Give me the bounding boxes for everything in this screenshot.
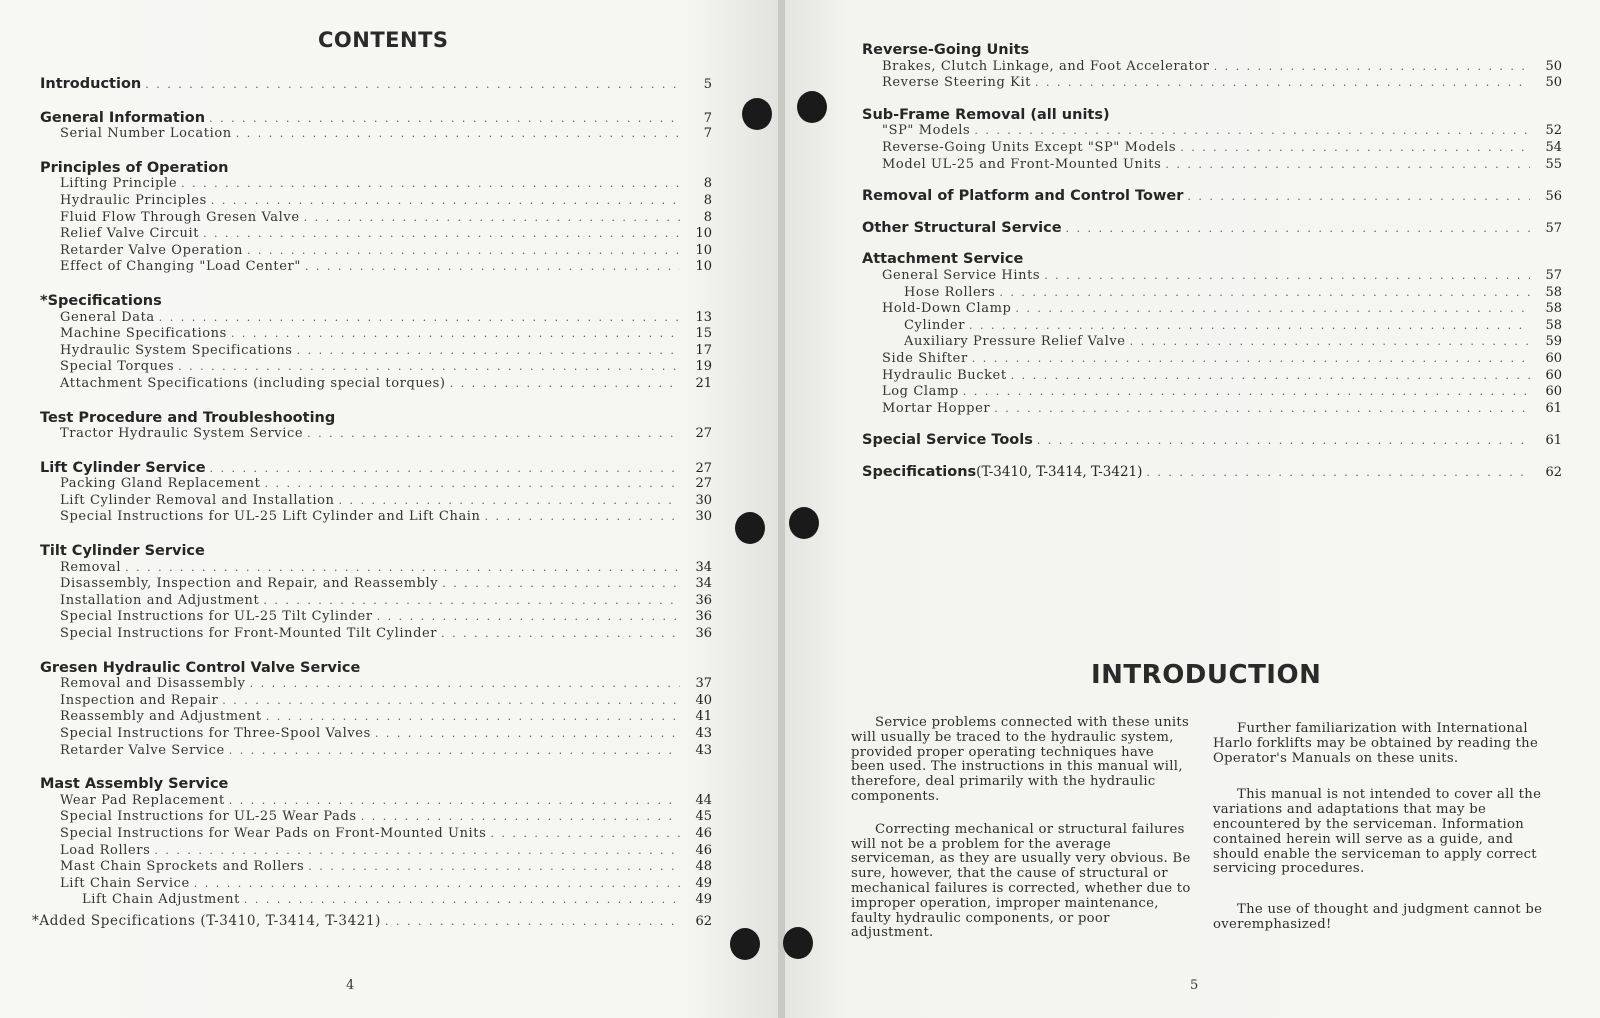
binder-hole bbox=[735, 512, 765, 544]
toc-heading-label: Lift Cylinder Service bbox=[40, 459, 206, 476]
toc-entry bbox=[40, 576, 712, 593]
toc-entry-page: 60 bbox=[1545, 350, 1562, 366]
toc-entry-label: Lifting Principle bbox=[60, 176, 178, 192]
toc-entry-label: General Service Hints bbox=[882, 267, 1041, 283]
toc-entry-page: 45 bbox=[695, 809, 712, 825]
leader-dots bbox=[1180, 140, 1530, 157]
contents-title: CONTENTS bbox=[318, 28, 449, 52]
footnote-entry bbox=[32, 913, 712, 930]
intro-paragraph: Correcting mechanical or structural failures will not be a problem for the average serviceman, as they are usually very obvious. Be sure, however, that the cause of structural or mechanical failures is corrected, whether due to improper operation, improper maintenance, faulty hydraulic components, or poor adjustment. bbox=[851, 821, 1191, 941]
toc-entry-page: 10 bbox=[695, 226, 712, 242]
toc-entry-label: Effect of Changing "Load Center" bbox=[60, 259, 301, 275]
toc-entry bbox=[40, 609, 712, 626]
leader-dots bbox=[231, 326, 680, 343]
leader-dots bbox=[178, 359, 680, 376]
toc-entry-page: 15 bbox=[695, 326, 712, 342]
toc-entry-page: 58 bbox=[1545, 317, 1562, 333]
toc-entry-label: Machine Specifications bbox=[60, 326, 227, 342]
leader-dots bbox=[308, 859, 680, 876]
toc-entry bbox=[40, 709, 712, 726]
toc-section bbox=[862, 464, 1562, 481]
toc-entry-label: Removal and Disassembly bbox=[60, 676, 246, 692]
toc-entry-page: 49 bbox=[695, 875, 712, 891]
toc-entry-page: 17 bbox=[695, 342, 712, 358]
toc-entry bbox=[40, 176, 712, 193]
leader-dots bbox=[229, 793, 680, 810]
toc-heading-page: 62 bbox=[1545, 464, 1562, 480]
footnote-entry-label: *Added Specifications (T-3410, T-3414, T-3421) bbox=[32, 912, 382, 929]
toc-heading-label: Gresen Hydraulic Control Valve Service bbox=[40, 659, 361, 676]
toc-heading-label: Reverse-Going Units bbox=[862, 42, 1030, 58]
toc-heading-page: 56 bbox=[1545, 189, 1562, 205]
leader-dots bbox=[181, 176, 680, 193]
leader-dots bbox=[1011, 368, 1530, 385]
toc-entry-label: Hold-Down Clamp bbox=[882, 301, 1012, 317]
toc-heading-page: 61 bbox=[1545, 433, 1562, 449]
toc-entry bbox=[40, 126, 712, 143]
contents-list-left bbox=[32, 76, 712, 930]
leader-dots bbox=[385, 914, 680, 931]
toc-entry-page: 21 bbox=[695, 375, 712, 391]
toc-heading-label: Special Service Tools bbox=[862, 432, 1033, 449]
toc-entry-label: Lift Chain Adjustment bbox=[82, 892, 240, 908]
leader-dots bbox=[1037, 433, 1530, 450]
toc-heading bbox=[862, 107, 1562, 124]
toc-entry-page: 19 bbox=[695, 359, 712, 375]
leader-dots bbox=[297, 343, 680, 360]
toc-entry bbox=[862, 301, 1562, 318]
toc-entry-label: Hydraulic Bucket bbox=[882, 367, 1007, 383]
leader-dots bbox=[1130, 334, 1530, 351]
toc-entry-label: Mast Chain Sprockets and Rollers bbox=[60, 859, 305, 875]
binder-hole bbox=[789, 507, 819, 539]
leader-dots bbox=[972, 351, 1530, 368]
toc-entry-label: Inspection and Repair bbox=[60, 692, 219, 708]
toc-section bbox=[40, 543, 712, 643]
leader-dots bbox=[264, 476, 680, 493]
leader-dots bbox=[266, 709, 680, 726]
leader-dots bbox=[194, 876, 680, 893]
intro-paragraph: Service problems connected with these units will usually be traced to the hydraulic system, provided proper operating techniques have been used. The instructions in this manual will, therefore, deal primarily with the hydraulic components. bbox=[851, 715, 1190, 804]
leader-dots bbox=[263, 593, 680, 610]
toc-entry-page: 54 bbox=[1545, 139, 1562, 155]
toc-entry-label: Log Clamp bbox=[882, 384, 959, 400]
toc-entry-label: Installation and Adjustment bbox=[60, 592, 260, 608]
toc-heading bbox=[862, 432, 1562, 449]
toc-entry-page: 46 bbox=[695, 825, 712, 841]
toc-heading bbox=[862, 42, 1562, 59]
toc-entry-page: 10 bbox=[695, 259, 712, 275]
toc-entry bbox=[40, 326, 712, 343]
toc-entry-label: Tractor Hydraulic System Service bbox=[60, 426, 304, 442]
toc-entry-label: Removal bbox=[60, 559, 122, 575]
toc-heading-label: *Specifications bbox=[40, 292, 162, 309]
leader-dots bbox=[1187, 189, 1530, 206]
toc-entry bbox=[40, 726, 712, 743]
leader-dots bbox=[307, 426, 680, 443]
toc-entry-label: Hose Rollers bbox=[904, 284, 996, 300]
toc-entry bbox=[862, 351, 1562, 368]
toc-entry-page: 40 bbox=[695, 692, 712, 708]
toc-entry-label: Lift Cylinder Removal and Installation bbox=[60, 492, 335, 508]
toc-entry-page: 36 bbox=[695, 592, 712, 608]
leader-dots bbox=[229, 743, 680, 760]
toc-entry bbox=[862, 140, 1562, 157]
leader-dots bbox=[361, 809, 680, 826]
toc-heading-label: Specifications bbox=[862, 463, 977, 480]
page-number: 5 bbox=[1190, 978, 1199, 993]
toc-entry-page: 41 bbox=[695, 709, 712, 725]
toc-section bbox=[40, 293, 712, 393]
toc-section bbox=[40, 76, 712, 93]
toc-heading bbox=[40, 410, 712, 427]
toc-entry bbox=[40, 243, 712, 260]
toc-entry-page: 60 bbox=[1545, 367, 1562, 383]
toc-section bbox=[862, 42, 1562, 92]
leader-dots bbox=[994, 401, 1530, 418]
binder-hole bbox=[797, 91, 827, 123]
toc-entry-label: General Data bbox=[60, 309, 155, 325]
toc-entry-page: 57 bbox=[1545, 267, 1562, 283]
binder-hole bbox=[783, 927, 813, 959]
toc-heading bbox=[40, 460, 712, 477]
toc-heading-page: 7 bbox=[703, 110, 712, 126]
toc-entry-page: 61 bbox=[1545, 400, 1562, 416]
binder-hole bbox=[742, 98, 772, 130]
toc-entry bbox=[40, 892, 712, 909]
toc-heading-label: Other Structural Service bbox=[862, 219, 1062, 236]
toc-entry-label: Reverse-Going Units Except "SP" Models bbox=[882, 139, 1177, 155]
toc-entry-page: 36 bbox=[695, 626, 712, 642]
introduction-title: INTRODUCTION bbox=[1091, 660, 1322, 690]
leader-dots bbox=[304, 210, 680, 227]
toc-section bbox=[862, 251, 1562, 417]
intro-paragraph: The use of thought and judgment cannot be overemphasized! bbox=[1213, 902, 1543, 932]
toc-entry-page: 30 bbox=[695, 509, 712, 525]
toc-heading-label: General Information bbox=[40, 109, 206, 126]
toc-entry-page: 36 bbox=[695, 609, 712, 625]
introduction-column-2 bbox=[1213, 722, 1553, 951]
toc-entry bbox=[40, 509, 712, 526]
toc-heading bbox=[40, 293, 712, 310]
toc-entry bbox=[40, 843, 712, 860]
toc-section bbox=[40, 410, 712, 443]
toc-entry bbox=[862, 123, 1562, 140]
toc-entry-page: 50 bbox=[1545, 75, 1562, 91]
toc-entry-label: Reverse Steering Kit bbox=[882, 75, 1032, 91]
toc-heading bbox=[40, 160, 712, 177]
page-number: 4 bbox=[346, 978, 355, 993]
leader-dots bbox=[1035, 75, 1530, 92]
toc-heading-label: Tilt Cylinder Service bbox=[40, 543, 205, 560]
leader-dots bbox=[154, 843, 680, 860]
toc-entry-label: Packing Gland Replacement bbox=[60, 476, 261, 492]
toc-entry-label: Serial Number Location bbox=[60, 126, 232, 142]
toc-entry-label: Retarder Valve Service bbox=[60, 742, 225, 758]
leader-dots bbox=[203, 226, 680, 243]
toc-entry-label: Retarder Valve Operation bbox=[60, 242, 243, 258]
leader-dots bbox=[247, 243, 680, 260]
toc-entry-page: 34 bbox=[695, 576, 712, 592]
toc-entry bbox=[40, 626, 712, 643]
toc-heading bbox=[40, 110, 712, 127]
toc-entry-label: Side Shifter bbox=[882, 350, 968, 366]
toc-heading-page: 27 bbox=[695, 460, 712, 476]
leader-dots bbox=[1044, 268, 1530, 285]
leader-dots bbox=[244, 892, 680, 909]
toc-entry bbox=[862, 59, 1562, 76]
toc-entry-label: Wear Pad Replacement bbox=[60, 792, 225, 808]
toc-entry-page: 13 bbox=[695, 309, 712, 325]
toc-heading-label: Mast Assembly Service bbox=[40, 776, 229, 793]
toc-entry bbox=[40, 593, 712, 610]
leader-dots bbox=[305, 259, 680, 276]
leader-dots bbox=[377, 609, 680, 626]
toc-entry bbox=[40, 310, 712, 327]
leader-dots bbox=[1015, 301, 1530, 318]
toc-entry bbox=[40, 193, 712, 210]
toc-entry-label: Mortar Hopper bbox=[882, 400, 991, 416]
intro-paragraph: Further familiarization with International Harlo forklifts may be obtained by reading the Operator's Manuals on these units. bbox=[1213, 721, 1539, 766]
leader-dots bbox=[1214, 59, 1530, 76]
toc-entry bbox=[40, 343, 712, 360]
toc-entry-page: 48 bbox=[695, 859, 712, 875]
toc-section bbox=[40, 660, 712, 760]
toc-entry-label: Brakes, Clutch Linkage, and Foot Accelerator bbox=[882, 58, 1210, 74]
toc-heading-label: Removal of Platform and Control Tower bbox=[862, 188, 1184, 205]
toc-entry-label: Load Rollers bbox=[60, 842, 151, 858]
toc-entry bbox=[40, 359, 712, 376]
toc-entry-label: Attachment Specifications (including special torques) bbox=[60, 375, 446, 391]
toc-entry-page: 30 bbox=[695, 492, 712, 508]
leader-dots bbox=[441, 626, 680, 643]
leader-dots bbox=[236, 126, 680, 143]
leader-dots bbox=[250, 676, 680, 693]
toc-entry-label: Lift Chain Service bbox=[60, 875, 190, 891]
intro-paragraph: This manual is not intended to cover all the variations and adaptations that may be encountered by the serviceman. Information contained herein will serve as a guide, and should enable the serviceman to apply correct servicing procedures. bbox=[1213, 787, 1542, 877]
binder-hole bbox=[730, 928, 760, 960]
toc-entry-page: 46 bbox=[695, 842, 712, 858]
toc-entry-page: 59 bbox=[1545, 334, 1562, 350]
toc-entry bbox=[40, 743, 712, 760]
toc-heading bbox=[40, 660, 712, 677]
leader-dots bbox=[1146, 465, 1530, 482]
toc-entry-page: 52 bbox=[1545, 123, 1562, 139]
toc-entry-label: Cylinder bbox=[904, 317, 966, 333]
toc-heading bbox=[40, 776, 712, 793]
leader-dots bbox=[375, 726, 680, 743]
toc-entry-label: "SP" Models bbox=[882, 123, 971, 139]
toc-entry bbox=[40, 676, 712, 693]
toc-entry-page: 27 bbox=[695, 426, 712, 442]
toc-heading bbox=[40, 543, 712, 560]
toc-entry bbox=[862, 285, 1562, 302]
toc-entry-label: Reassembly and Adjustment bbox=[60, 709, 262, 725]
leader-dots bbox=[211, 193, 680, 210]
toc-entry bbox=[862, 368, 1562, 385]
toc-entry bbox=[40, 376, 712, 393]
leader-dots bbox=[490, 826, 680, 843]
leader-dots bbox=[442, 576, 680, 593]
toc-entry bbox=[40, 876, 712, 893]
leader-dots bbox=[974, 123, 1530, 140]
introduction-column-1 bbox=[851, 716, 1191, 959]
toc-entry-label: Fluid Flow Through Gresen Valve bbox=[60, 209, 300, 225]
toc-entry-page: 8 bbox=[703, 192, 712, 208]
toc-entry bbox=[40, 476, 712, 493]
toc-entry-page: 50 bbox=[1545, 58, 1562, 74]
toc-entry-page: 43 bbox=[695, 742, 712, 758]
toc-heading bbox=[862, 251, 1562, 268]
toc-entry-page: 10 bbox=[695, 242, 712, 258]
toc-section bbox=[40, 776, 712, 909]
leader-dots bbox=[159, 310, 680, 327]
leader-dots bbox=[963, 384, 1530, 401]
toc-entry-page: 8 bbox=[703, 176, 712, 192]
toc-section bbox=[862, 432, 1562, 449]
toc-section bbox=[40, 110, 712, 143]
toc-heading-label: Attachment Service bbox=[862, 251, 1024, 268]
toc-entry bbox=[40, 210, 712, 227]
toc-section bbox=[862, 220, 1562, 237]
toc-entry-page: 49 bbox=[695, 892, 712, 908]
toc-entry bbox=[862, 318, 1562, 335]
footnote-entry-page: 62 bbox=[695, 913, 712, 929]
toc-entry bbox=[862, 401, 1562, 418]
toc-section bbox=[862, 107, 1562, 173]
leader-dots bbox=[210, 461, 680, 478]
toc-entry-page: 37 bbox=[695, 676, 712, 692]
toc-section bbox=[862, 188, 1562, 205]
leader-dots bbox=[222, 693, 680, 710]
toc-entry bbox=[40, 226, 712, 243]
toc-entry bbox=[40, 826, 712, 843]
toc-heading bbox=[862, 464, 1562, 481]
toc-entry bbox=[862, 334, 1562, 351]
toc-heading-label: Sub-Frame Removal (all units) bbox=[862, 106, 1110, 123]
leader-dots bbox=[209, 111, 680, 128]
toc-entry-page: 43 bbox=[695, 726, 712, 741]
toc-entry bbox=[40, 560, 712, 577]
toc-entry-page: 60 bbox=[1545, 384, 1562, 400]
toc-entry bbox=[40, 809, 712, 826]
toc-entry-page: 7 bbox=[703, 126, 712, 142]
toc-heading-suffix: (T-3410, T-3414, T-3421) bbox=[976, 463, 1143, 480]
left-page bbox=[0, 0, 780, 1018]
leader-dots bbox=[339, 493, 681, 510]
toc-heading-label: Test Procedure and Troubleshooting bbox=[40, 409, 336, 426]
toc-entry-label: Disassembly, Inspection and Repair, and Reassembly bbox=[60, 576, 439, 592]
toc-entry bbox=[40, 859, 712, 876]
toc-entry-page: 55 bbox=[1545, 156, 1562, 172]
leader-dots bbox=[999, 285, 1530, 302]
leader-dots bbox=[145, 77, 680, 94]
toc-heading bbox=[862, 188, 1562, 205]
toc-entry-page: 44 bbox=[695, 792, 712, 808]
toc-entry-page: 58 bbox=[1545, 284, 1562, 300]
toc-entry bbox=[862, 157, 1562, 174]
toc-entry bbox=[40, 693, 712, 710]
leader-dots bbox=[450, 376, 680, 393]
leader-dots bbox=[1066, 221, 1530, 238]
toc-entry bbox=[862, 268, 1562, 285]
toc-heading-page: 57 bbox=[1545, 220, 1562, 236]
toc-heading bbox=[862, 220, 1562, 237]
toc-section bbox=[40, 160, 712, 276]
toc-entry-label: Hydraulic System Specifications bbox=[60, 342, 293, 358]
toc-entry-label: Relief Valve Circuit bbox=[60, 226, 200, 242]
right-page bbox=[785, 0, 1600, 1018]
toc-heading-label: Introduction bbox=[40, 76, 142, 92]
toc-entry-label: Model UL-25 and Front-Mounted Units bbox=[882, 156, 1162, 172]
contents-list-right bbox=[862, 42, 1562, 480]
toc-entry bbox=[40, 259, 712, 276]
toc-entry-label: Auxiliary Pressure Relief Valve bbox=[904, 334, 1126, 350]
toc-entry bbox=[40, 493, 712, 510]
leader-dots bbox=[125, 560, 680, 577]
leader-dots bbox=[969, 318, 1530, 335]
toc-entry-label: Special Instructions for UL-25 Lift Cylinder and Lift Chain bbox=[60, 509, 481, 525]
toc-heading bbox=[40, 76, 712, 93]
toc-entry-label: Special Instructions for Wear Pads on Front-Mounted Units bbox=[60, 825, 487, 841]
toc-entry-label: Special Instructions for UL-25 Wear Pads bbox=[60, 809, 357, 825]
toc-entry-page: 8 bbox=[703, 209, 712, 225]
toc-entry-label: Special Torques bbox=[60, 359, 175, 375]
toc-entry-page: 58 bbox=[1545, 301, 1562, 317]
toc-entry bbox=[40, 426, 712, 443]
leader-dots bbox=[485, 509, 680, 526]
toc-entry-label: Special Instructions for Three-Spool Valves bbox=[60, 726, 371, 741]
toc-entry-page: 27 bbox=[695, 476, 712, 492]
toc-section bbox=[40, 460, 712, 526]
toc-entry-label: Special Instructions for UL-25 Tilt Cylinder bbox=[60, 609, 373, 625]
toc-entry bbox=[40, 793, 712, 810]
toc-heading-label: Principles of Operation bbox=[40, 159, 229, 176]
toc-heading-page: 5 bbox=[703, 77, 712, 92]
toc-entry-label: Special Instructions for Front-Mounted Tilt Cylinder bbox=[60, 626, 438, 642]
toc-entry bbox=[862, 384, 1562, 401]
toc-entry-page: 34 bbox=[695, 559, 712, 575]
toc-entry bbox=[862, 75, 1562, 92]
toc-entry-label: Hydraulic Principles bbox=[60, 192, 207, 208]
leader-dots bbox=[1165, 157, 1530, 174]
